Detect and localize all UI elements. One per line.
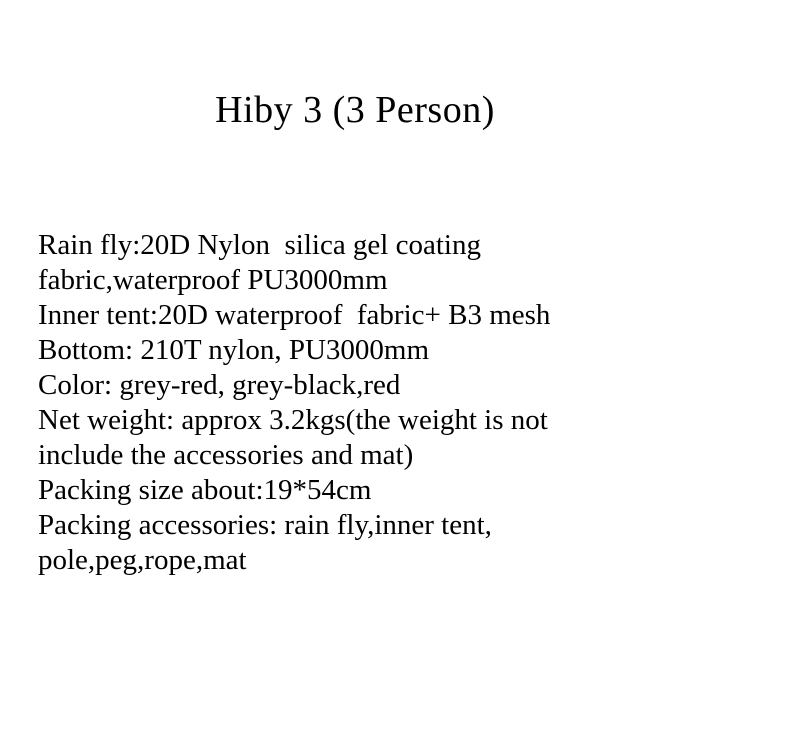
specification-list [38,228,748,578]
spec-line: Net weight: approx 3.2kgs(the weight is not [38,404,548,436]
spec-line: Packing size about:19*54cm [38,474,372,506]
page-title: Hiby 3 (3 Person) [215,89,495,131]
spec-line: Packing accessories: rain fly,inner tent, [38,509,492,541]
spec-line: Bottom: 210T nylon, PU3000mm [38,334,430,366]
spec-line: Inner tent:20D waterproof fabric+ B3 mesh [38,299,551,331]
spec-line: fabric,waterproof PU3000mm [38,264,388,296]
spec-line: Rain fly:20D Nylon silica gel coating [38,229,481,261]
spec-line: pole,peg,rope,mat [38,544,247,576]
spec-line: Color: grey-red, grey-black,red [38,369,401,401]
spec-line: include the accessories and mat) [38,439,414,471]
